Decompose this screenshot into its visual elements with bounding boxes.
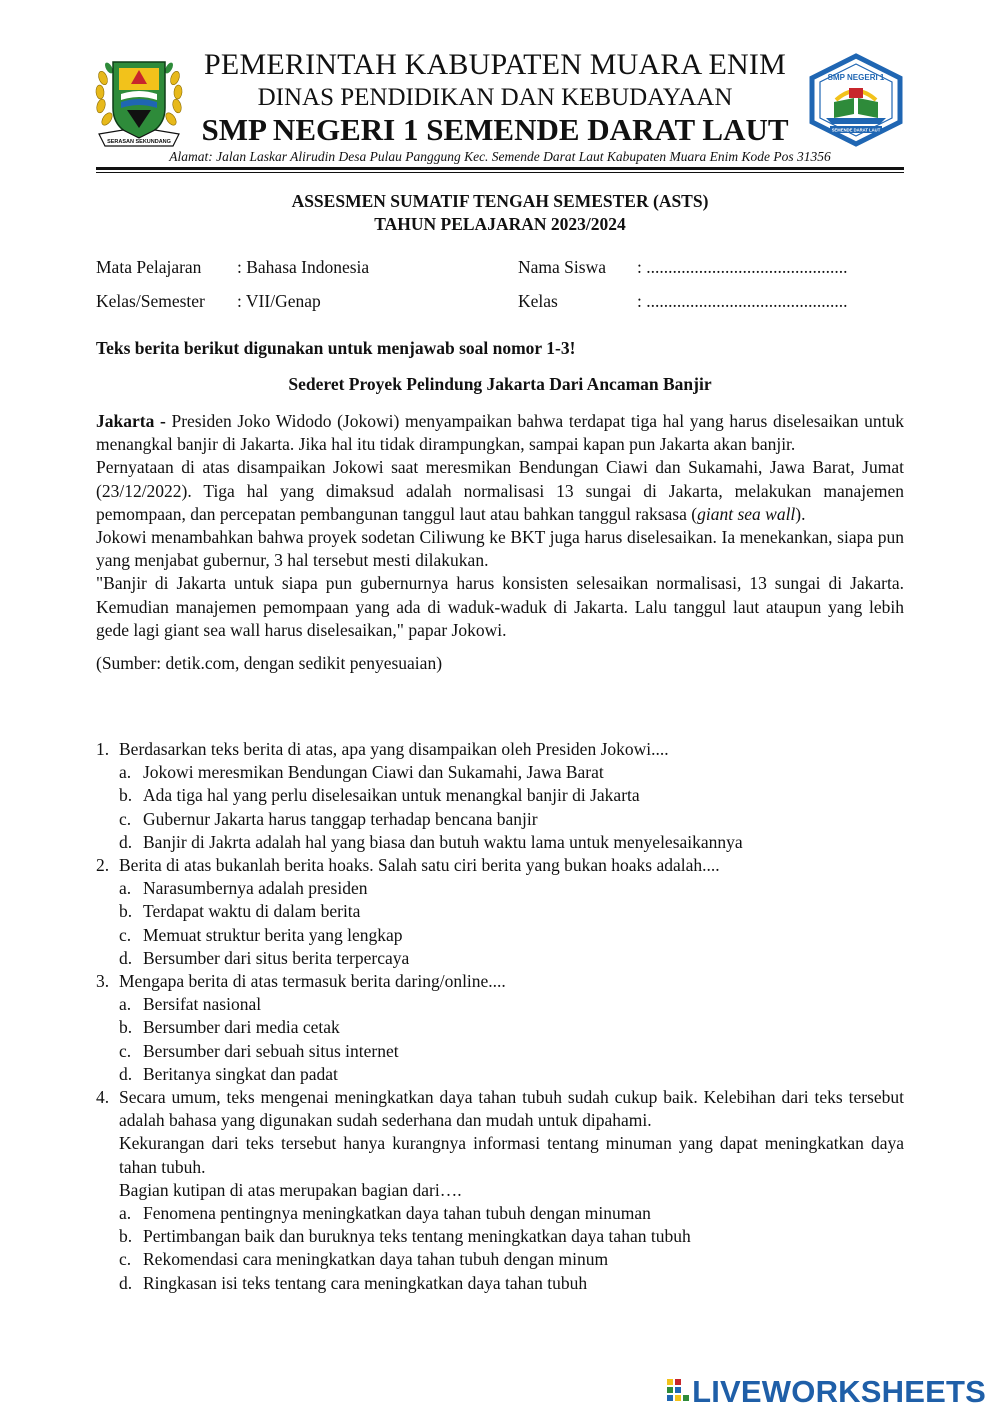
option-b[interactable]: b. Bersumber dari media cetak (119, 1017, 340, 1038)
question-number: 4. (96, 1087, 110, 1108)
news-paragraph-4: "Banjir di Jakarta untuk siapa pun gubernurnya harus konsisten selesaikan normalisasi, 13 sungai di Jakarta. Kemudian manajemen pemompaan yang ada di waduk-waduk di Jakarta. Lalu tanggul laut ataupun yang lebih gede lagi giant sea wall harus diselesaikan," papar Jokowi. (96, 573, 904, 640)
student-name-field[interactable]: : .............................................. (637, 257, 848, 277)
subject-value: : Bahasa Indonesia (237, 257, 370, 277)
option-d[interactable]: d. Bersumber dari situs berita terpercaya (119, 947, 410, 968)
question-text: Berdasarkan teks berita di atas, apa yang disampaikan oleh Presiden Jokowi.... (119, 739, 669, 759)
option-a[interactable]: a. Fenomena pentingnya meningkatkan daya tahan tubuh dengan minuman (119, 1203, 651, 1224)
header-address: Alamat: Jalan Laskar Alirudin Desa Pulau Panggung Kec. Semende Darat Laut Kabupaten Muara Enim Kode Pos 31356 (169, 149, 831, 164)
news-title: Sederet Proyek Pelindung Jakarta Dari Ancaman Banjir (288, 374, 712, 394)
option-b[interactable]: b. Pertimbangan baik dan buruknya teks tentang meningkatkan daya tahan tubuh (119, 1226, 691, 1247)
class-field[interactable]: : .............................................. (637, 291, 848, 311)
student-name-label: Nama Siswa (518, 257, 606, 277)
exam-title: ASSESMEN SUMATIF TENGAH SEMESTER (ASTS) (291, 191, 709, 211)
news-source: (Sumber: detik.com, dengan sedikit penyesuaian) (96, 653, 443, 674)
question-text: Berita di atas bukanlah berita hoaks. Salah satu ciri berita yang bukan hoaks adalah.... (119, 855, 720, 876)
class-label: Kelas (518, 291, 558, 311)
liveworksheets-text: LIVEWORKSHEETS (692, 1374, 986, 1409)
option-a[interactable]: a. Bersifat nasional (119, 994, 262, 1015)
instruction-text: Teks berita berikut digunakan untuk menjawab soal nomor 1-3! (96, 338, 576, 358)
left-logo-banner-text: SERASAN SEKUNDANG (107, 139, 171, 145)
question-4 (96, 1086, 904, 1295)
option-d[interactable]: d. Beritanya singkat dan padat (119, 1063, 338, 1084)
right-logo-arc-text: SMP NEGERI 1 (827, 73, 885, 82)
question-text-3: Bagian kutipan di atas merupakan bagian dari…. (119, 1179, 462, 1200)
option-c[interactable]: c. Gubernur Jakarta harus tanggap terhadap bencana banjir (119, 808, 538, 829)
option-a[interactable]: a. Narasumbernya adalah presiden (119, 878, 368, 899)
right-logo-banner-text: SEMENDE DARAT LAUT (831, 127, 881, 133)
option-d[interactable]: d. Ringkasan isi teks tentang cara meningkatkan daya tahan tubuh (119, 1272, 588, 1293)
liveworksheets-grid-icon (667, 1379, 689, 1405)
liveworksheets-watermark (667, 1374, 986, 1410)
option-d[interactable]: d. Banjir di Jakrta adalah hal yang biasa dan butuh waktu lama untuk menyelesaikannya (119, 831, 743, 852)
option-b[interactable]: b. Terdapat waktu di dalam berita (119, 901, 361, 922)
header-school-name: SMP NEGERI 1 SEMENDE DARAT LAUT (201, 112, 789, 147)
smp-negeri-1-logo (806, 52, 906, 148)
class-semester-label: Kelas/Semester (96, 291, 205, 311)
subject-label: Mata Pelajaran (96, 257, 202, 277)
option-c[interactable]: c. Rekomendasi cara meningkatkan daya tahan tubuh dengan minum (119, 1249, 609, 1270)
news-paragraph-1: Jakarta - Presiden Joko Widodo (Jokowi) menyampaikan bahwa terdapat tiga hal yang harus diselesaikan untuk menangkal banjir di Jakarta. Jika hal itu tidak dirampungkan, sampai kapan pun Jakarta akan banjir. (96, 411, 904, 455)
exam-year: TAHUN PELAJARAN 2023/2024 (374, 214, 626, 234)
news-dateline: Jakarta - (96, 411, 166, 431)
header-government-name: PEMERINTAH KABUPATEN MUARA ENIM (204, 48, 786, 81)
news-paragraph-2: Pernyataan di atas disampaikan Jokowi saat meresmikan Bendungan Ciawi dan Sukamahi, Jawa Barat, Jumat (23/12/2022). Tiga hal yang dimaksud adalah normalisasi 13 sungai di Jakarta, melakukan manajemen pemompaan, dan percepatan pembangunan tanggul laut atau bahkan tanggul raksasa (giant sea wall). (96, 457, 904, 524)
question-text: Secara umum, teks mengenai meningkatkan daya tahan tubuh sudah cukup baik. Kelebihan dari teks tersebut adalah bahasa yang digunakan sudah sederhana dan mudah untuk dipahami. (119, 1087, 904, 1131)
question-list (96, 738, 904, 1295)
question-text-2: Kekurangan dari teks tersebut hanya kurangnya informasi tentang minuman yang dapat meningkatkan daya tahan tubuh. (119, 1133, 904, 1177)
muara-enim-emblem-logo (93, 50, 185, 150)
option-c[interactable]: c. Memuat struktur berita yang lengkap (119, 924, 403, 945)
question-1 (96, 738, 904, 854)
question-2 (96, 854, 904, 970)
question-number: 2. (96, 855, 110, 876)
header-divider-thick (96, 167, 904, 170)
question-text: Mengapa berita di atas termasuk berita daring/online.... (119, 971, 506, 992)
option-a[interactable]: a. Jokowi meresmikan Bendungan Ciawi dan Sukamahi, Jawa Barat (119, 762, 604, 783)
news-paragraph-3: Jokowi menambahkan bahwa proyek sodetan Ciliwung ke BKT juga harus diselesaikan. Ia menekankan, siapa pun yang menjabat gubernur, 3 hal tersebut mesti dilakukan. (96, 527, 904, 571)
question-number: 1. (96, 739, 110, 759)
class-semester-value: : VII/Genap (237, 291, 321, 311)
question-number: 3. (96, 971, 110, 992)
news-body (96, 410, 904, 675)
question-3 (96, 970, 904, 1086)
header-department-name: DINAS PENDIDIKAN DAN KEBUDAYAAN (257, 84, 733, 111)
header-divider-thin (96, 172, 904, 173)
option-c[interactable]: c. Bersumber dari sebuah situs internet (119, 1040, 399, 1061)
option-b[interactable]: b. Ada tiga hal yang perlu diselesaikan untuk menangkal banjir di Jakarta (119, 785, 640, 806)
